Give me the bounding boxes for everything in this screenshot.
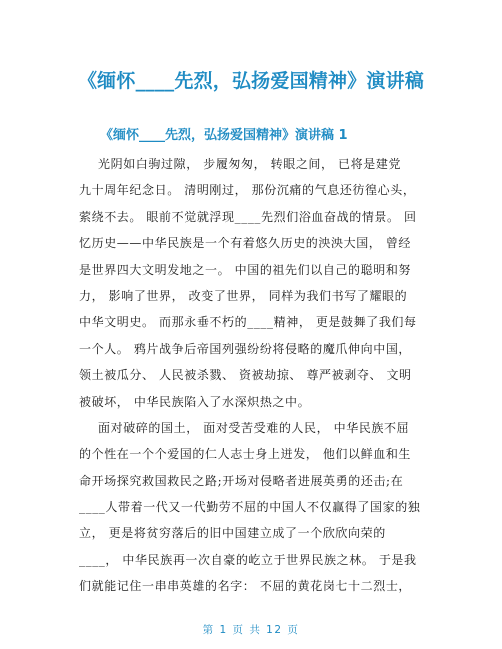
text-line: 领土被瓜分、 人民被杀戮、 资被劫掠、 尊严被剥夺、 文明 [79, 368, 412, 383]
text-line: 力， 影响了世界， 改变了世界， 同样为我们书写了耀眼的 [79, 288, 408, 303]
text-line: 中华文明史。 而那永垂不朽的____精神， 更是鼓舞了我们每 [79, 315, 417, 330]
text-line: 萦绕不去。 眼前不觉就浮现____先烈们浴血奋战的情景。 回 [79, 209, 417, 224]
text-line: 的个性在一个个爱国的仁人志士身上迸发， 他们以鲜血和生 [79, 447, 412, 462]
page-number: 第 1 页 共 12 页 [202, 624, 300, 636]
text-line: 忆历史——中华民族是一个有着悠久历史的泱泱大国， 曾经 [79, 236, 412, 251]
text-line: ____， 中华民族再一次自豪的屹立于世界民族之林。 于是我 [79, 552, 417, 567]
document-title: 《缅怀____先烈，弘扬爱国精神》演讲稿 [77, 70, 424, 92]
text-line: 九十周年纪念日。 清明刚过， 那份沉痛的气息还彷徨心头， [79, 183, 416, 198]
text-line: 被破坏， 中华民族陷入了水深炽热之中。 [79, 394, 311, 409]
body-text [79, 151, 429, 600]
text-line: 立， 更是将贫穷落后的旧中国建立成了一个欣欣向荣的 [79, 526, 386, 541]
text-line: 命开场探究救国救民之路;开场对侵略者进展英勇的还击;在 [79, 473, 404, 488]
text-line: 光阴如白驹过隙， 步履匆匆， 转眼之间， 已将是建党 [98, 157, 402, 171]
text-line: ____人带着一代又一代勤劳不屈的中国人不仅赢得了国家的独 [79, 500, 421, 515]
text-line: 们就能记住一串串英雄的名字： 不屈的黄花岗七十二烈士， [79, 579, 412, 594]
text-line: 面对破碎的国土， 面对受苦受难的人民， 中华民族不屈 [98, 420, 410, 435]
text-line: 一个人。 鸦片战争后帝国列强纷纷将侵略的魔爪伸向中国， [79, 341, 412, 356]
text-line: 是世界四大文明发地之一。 中国的祖先们以自己的聪明和努 [79, 262, 412, 277]
section-title: 《缅怀____先烈，弘扬爱国精神》演讲稿 1 [100, 128, 348, 143]
